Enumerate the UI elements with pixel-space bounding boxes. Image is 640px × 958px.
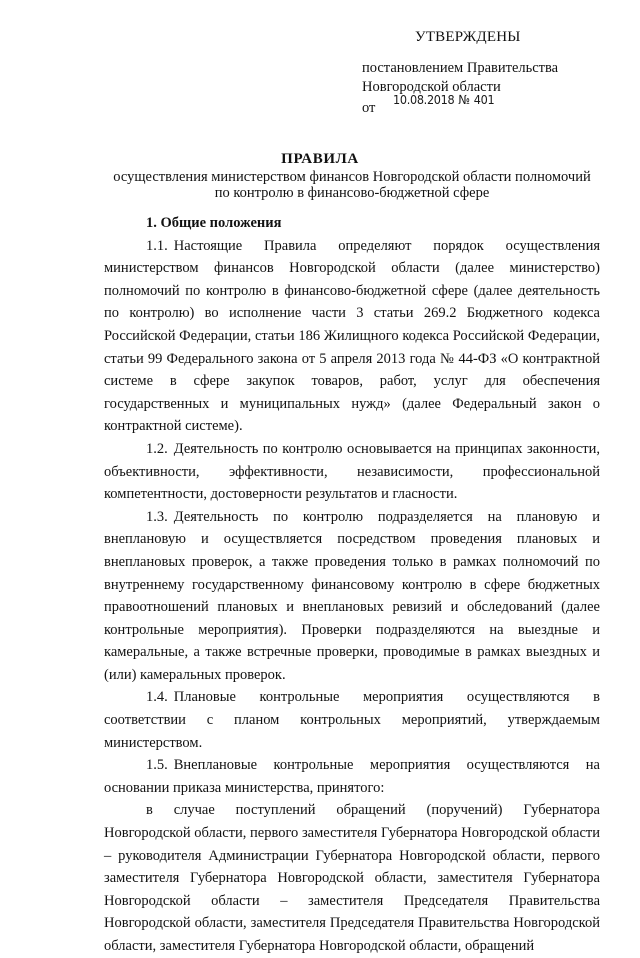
- document-title: ПРАВИЛА: [281, 151, 359, 167]
- paragraph-number: 1.1.: [146, 237, 168, 254]
- paragraph-text: Деятельность по контролю подразделяется на плановую и внеплановую и осуществляется посредством проведения плановых и внеплановых проверок, а также проведения только в рамках полномочий по внутреннему государственному финансовому контролю в сфере бюджетных правоотношений плановых и внеплановых ревизий и обследований (далее контрольные мероприятия). Проверки подразделяются на выездные и камеральные, а также встречные проверки, проводимые в рамках выездных и (или) камеральных проверок.: [104, 508, 600, 683]
- paragraph-1-1: [104, 235, 600, 438]
- approval-date-stamp: [393, 90, 494, 109]
- approval-line-1: постановлением Правительства: [362, 60, 559, 76]
- paragraph-number: 1.3.: [146, 508, 168, 525]
- approval-line-2: Новгородской области: [362, 79, 501, 95]
- paragraph-1-4: [104, 686, 600, 754]
- section-heading: 1. Общие положения: [146, 215, 282, 231]
- paragraph-text: Настоящие Правила определяют порядок осуществления министерством финансов Новгородской области (далее министерство) полномочий по контролю в финансово-бюджетной сфере (далее деятельность по контролю) во исполнение части 3 статьи 269.2 Бюджетного кодекса Российской Федерации, статьи 186 Жилищного кодекса Российской Федерации, статьи 99 Федерального закона от 5 апреля 2013 года № 44-ФЗ «О контрактной системе в сфере закупок товаров, работ, услуг для обеспечения государственных и муниципальных нужд» (далее Федеральный закон о контрактной системе).: [104, 237, 600, 435]
- approval-number: 401: [473, 92, 495, 107]
- paragraph-text: в случае поступлений обращений (поручений) Губернатора Новгородской области, первого заместителя Губернатора Новгородской области – руководителя Администрации Губернатора Новгородской области, первого заместителя Губернатора Новгородской области, заместителя Губернатора Новгородской области – заместителя Председателя Правительства Новгородской области, заместителя Председателя Правительства Новгородской области, заместителя Губернатора Новгородской области, обращений: [104, 802, 600, 954]
- paragraph-text: Плановые контрольные мероприятия осуществляются в соответствии с планом контрольных мероприятий, утверждаемым министерством.: [104, 689, 600, 751]
- paragraph-1-5: [104, 754, 600, 799]
- paragraph-1-5-item: [104, 799, 600, 957]
- document-body: [104, 212, 600, 958]
- document-subtitle: [104, 170, 600, 201]
- approval-block: [362, 28, 612, 116]
- paragraph-number: 1.2.: [146, 440, 168, 457]
- approval-date-prefix: от: [362, 100, 376, 116]
- approval-heading: УТВЕРЖДЕНЫ: [415, 29, 521, 45]
- paragraph-number: 1.5.: [146, 757, 168, 774]
- paragraph-text: Деятельность по контролю основывается на принципах законности, объективности, эффективности, независимости, профессиональной компетентности, достоверности результатов и гласности.: [104, 440, 600, 503]
- approval-date: 10.08.2018: [393, 92, 455, 107]
- paragraph-number: 1.4.: [146, 689, 168, 706]
- paragraph-1-2: [104, 438, 600, 506]
- subtitle-line-1: осуществления министерством финансов Новгородской области полномочий: [113, 169, 591, 185]
- approval-date-line: [362, 92, 612, 116]
- approval-number-sign: №: [458, 92, 470, 107]
- subtitle-line-2: по контролю в финансово-бюджетной сфере: [214, 184, 490, 201]
- paragraph-1-3: [104, 506, 600, 687]
- paragraph-text: Внеплановые контрольные мероприятия осуществляются на основании приказа министерства, принятого:: [104, 757, 600, 796]
